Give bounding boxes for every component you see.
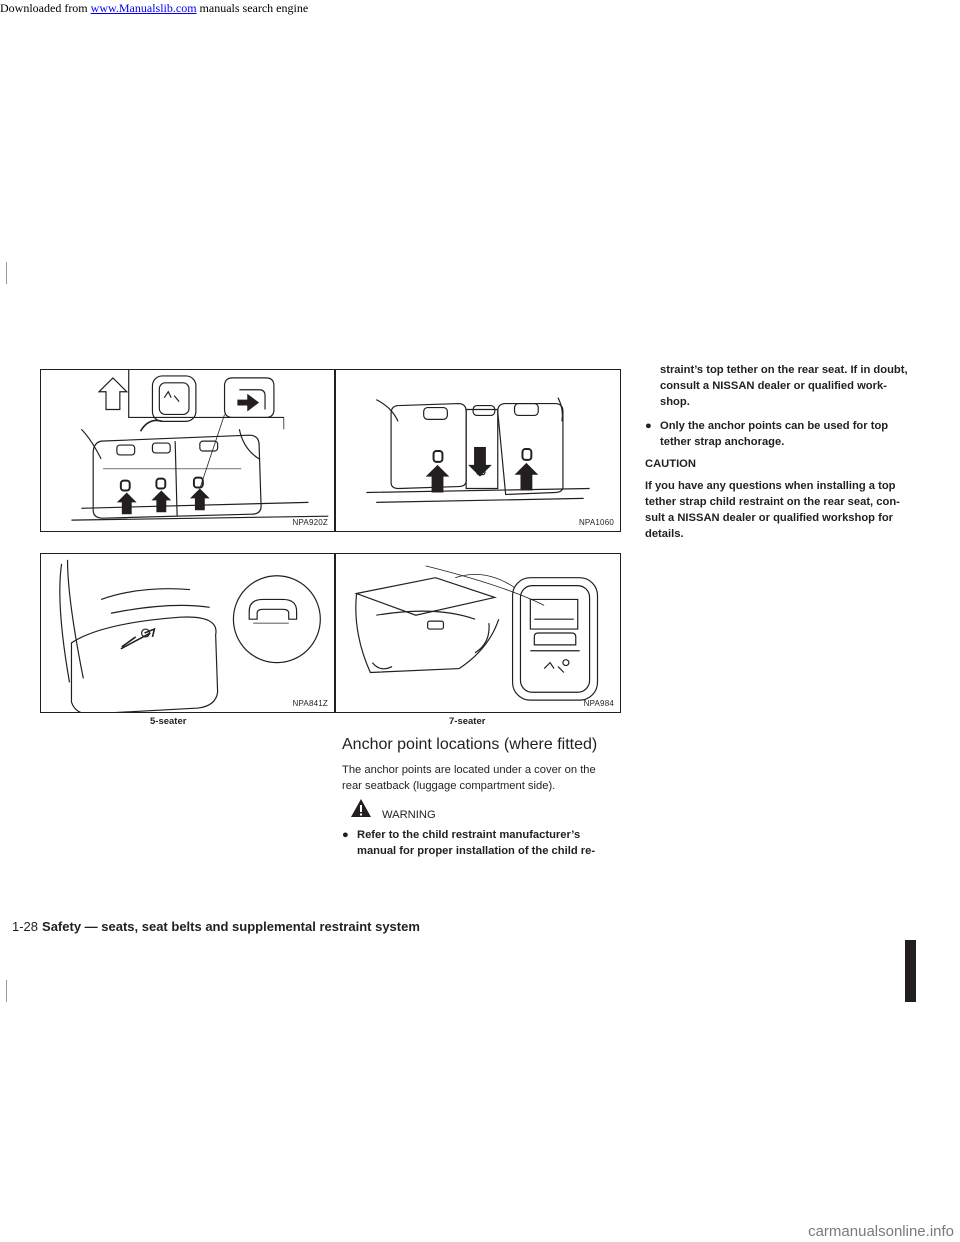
figure-code: NPA920Z [292,518,328,527]
warning-icon [350,798,372,818]
crop-mark-bottom [6,980,7,1002]
caution-line: details. [645,528,684,540]
banner-suffix: manuals search engine [196,1,309,15]
figure-code: NPA984 [583,699,614,708]
download-banner [0,0,308,16]
bullet-symbol: ● [645,420,652,432]
seat-anchor-illustration [41,370,334,531]
caution-paragraph [645,478,930,542]
bullet-line: shop. [660,396,690,408]
bullet-line: consult a NISSAN dealer or qualified work- [660,380,887,392]
caution-line: sult a NISSAN dealer or qualified workshop for [645,512,894,524]
watermark: carmanualsonline.info [808,1223,954,1240]
figure-7-seater-cover [335,553,621,713]
bullet-line: straint’s top tether on the rear seat. If in doubt, [660,364,908,376]
figure-5-seater-cover [40,553,335,713]
crop-mark-top [6,262,7,284]
figure-code: NPA1060 [578,518,614,527]
intro-line: The anchor points are located under a cover on the [342,764,596,776]
caution-line: If you have any questions when installing a top [645,480,896,492]
banner-prefix: Downloaded from [0,1,91,15]
bullet-item-1 [342,827,627,859]
bullet-symbol: ● [342,829,349,841]
caution-label: CAUTION [645,458,696,470]
bullet-item-1-continued [645,362,930,410]
bullet-line: tether strap anchorage. [660,436,785,448]
figure-caption-5-seater: 5-seater [150,716,187,727]
manualslib-link[interactable]: www.Manualslib.com [90,1,197,15]
section-heading: Anchor point locations (where fitted) [342,736,598,753]
chapter-title: Safety — seats, seat belts and supplemental restraint system [42,919,420,934]
warning-block [342,798,462,824]
page-footer [12,919,420,934]
seat-cover-illustration [41,554,334,712]
seat-anchor-illustration-7 [336,370,620,531]
page-number: 1-28 [12,919,39,934]
warning-label: WARNING [382,809,436,821]
figure-7-seater-anchors [335,369,621,532]
bullet-line: manual for proper installation of the child re- [357,845,596,857]
seat-cover-illustration-7 [336,554,620,712]
figure-caption-7-seater: 7-seater [449,716,486,727]
figure-code: NPA841Z [292,699,328,708]
caution-line: tether strap child restraint on the rear seat, con- [645,496,900,508]
intro-line: rear seatback (luggage compartment side). [342,780,556,792]
section-thumb-tab [905,940,916,1002]
bullet-item-2 [645,418,930,450]
bullet-line: Refer to the child restraint manufacturer’s [357,829,581,841]
intro-paragraph [342,762,627,794]
figure-5-seater-anchors [40,369,335,532]
bullet-line: Only the anchor points can be used for top [660,420,889,432]
